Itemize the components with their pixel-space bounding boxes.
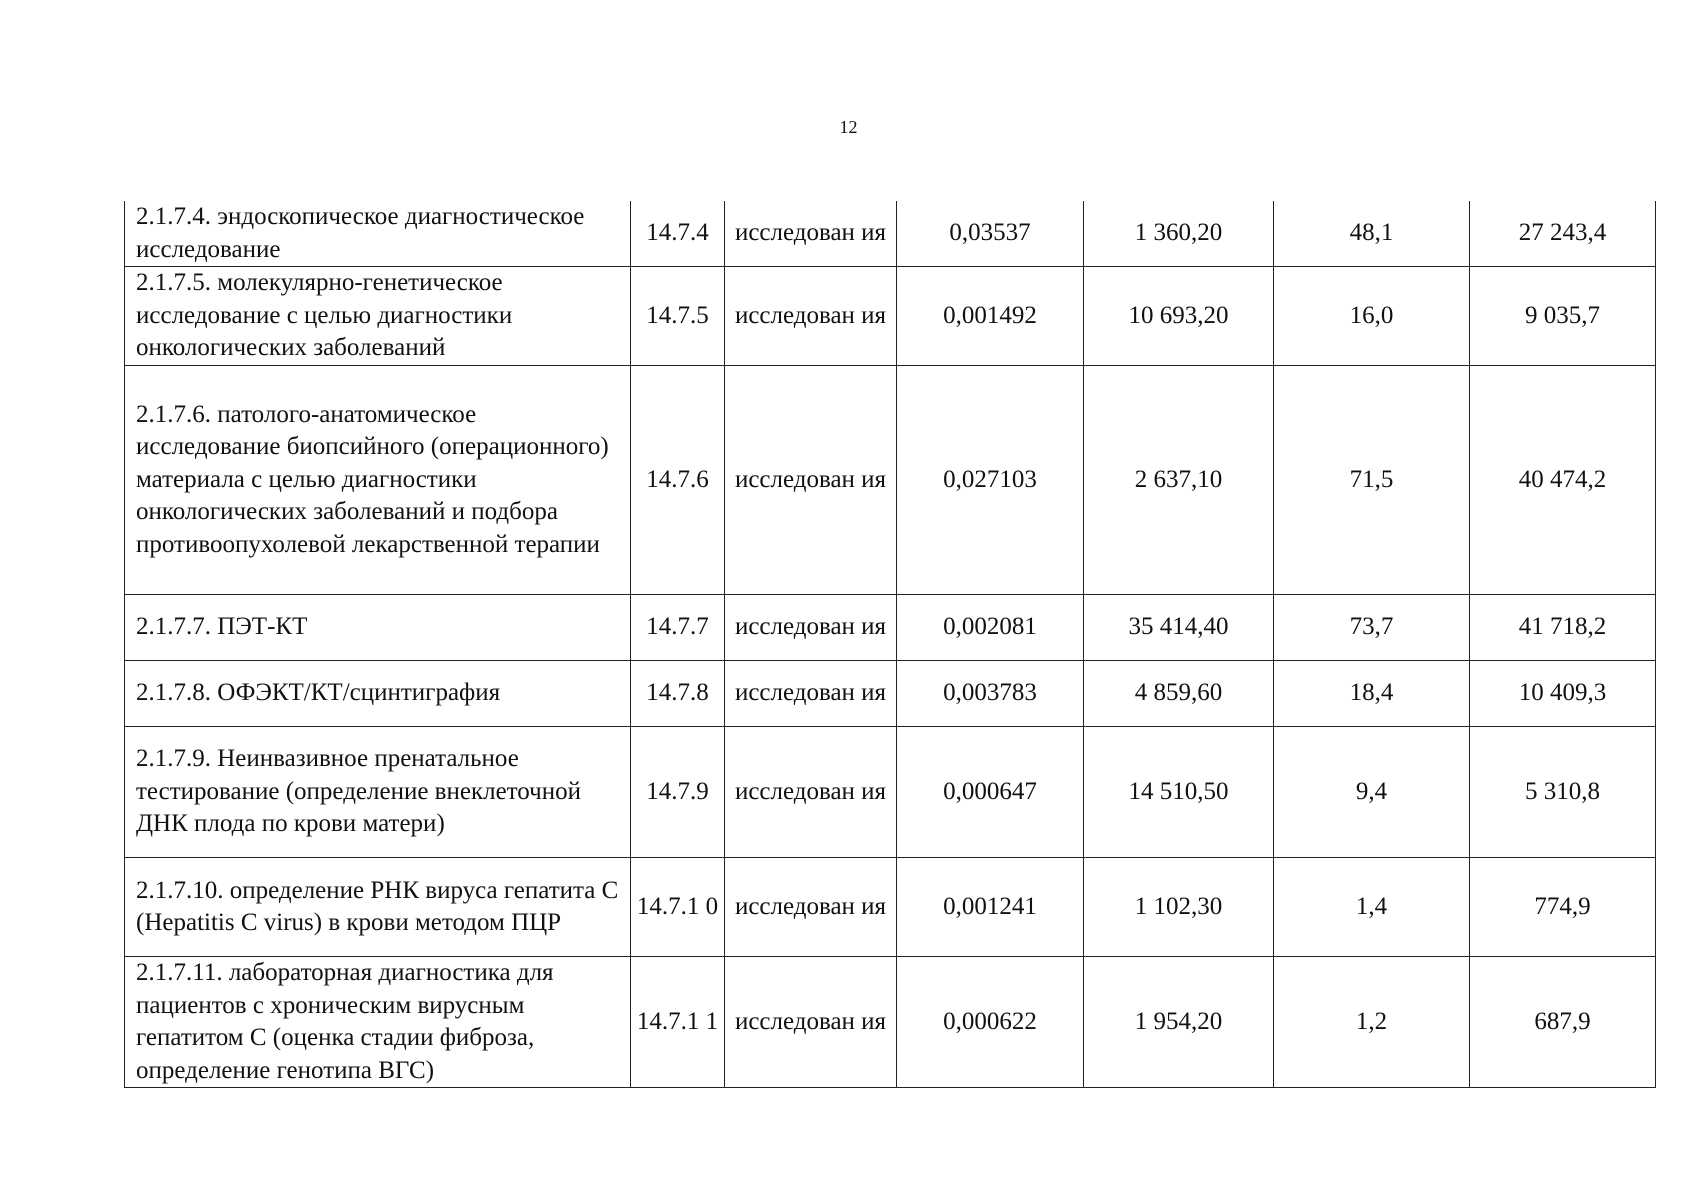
row-name-cell: 2.1.7.4. эндоскопическое диагностическое исследование (125, 201, 631, 267)
table-row (125, 201, 1656, 267)
row-unit-cell: исследован ия (725, 366, 897, 595)
row-code-cell: 14.7.7 (631, 595, 725, 661)
row-total-cell: 774,9 (1470, 858, 1656, 957)
row-cost-cell: 14 510,50 (1084, 727, 1274, 858)
row-rate-cell: 0,03537 (897, 201, 1084, 267)
row-per-capita-cell: 9,4 (1274, 727, 1470, 858)
row-total-cell: 687,9 (1470, 957, 1656, 1088)
row-unit-cell: исследован ия (725, 957, 897, 1088)
row-per-capita-cell: 1,4 (1274, 858, 1470, 957)
row-unit-cell: исследован ия (725, 727, 897, 858)
row-code-cell: 14.7.9 (631, 727, 725, 858)
row-code-cell: 14.7.5 (631, 267, 725, 366)
row-code-cell: 14.7.4 (631, 201, 725, 267)
row-per-capita-cell: 71,5 (1274, 366, 1470, 595)
row-unit-cell: исследован ия (725, 858, 897, 957)
row-cost-cell: 4 859,60 (1084, 661, 1274, 727)
row-cost-cell: 10 693,20 (1084, 267, 1274, 366)
row-code-cell: 14.7.8 (631, 661, 725, 727)
row-code-cell: 14.7.1 1 (631, 957, 725, 1088)
services-table (124, 201, 1656, 1088)
table-row (125, 661, 1656, 727)
row-total-cell: 10 409,3 (1470, 661, 1656, 727)
row-name-cell: 2.1.7.11. лабораторная диагностика для пациентов с хроническим вирусным гепатитом С (оценка стадии фиброза, определение генотипа ВГС) (125, 957, 631, 1088)
row-rate-cell: 0,000622 (897, 957, 1084, 1088)
table-row (125, 727, 1656, 858)
row-cost-cell: 1 360,20 (1084, 201, 1274, 267)
row-unit-cell: исследован ия (725, 201, 897, 267)
row-unit-cell: исследован ия (725, 661, 897, 727)
table-row (125, 595, 1656, 661)
row-rate-cell: 0,000647 (897, 727, 1084, 858)
row-name-cell: 2.1.7.7. ПЭТ-КТ (125, 595, 631, 661)
table-row (125, 957, 1656, 1088)
row-cost-cell: 2 637,10 (1084, 366, 1274, 595)
row-per-capita-cell: 1,2 (1274, 957, 1470, 1088)
row-rate-cell: 0,027103 (897, 366, 1084, 595)
table-row (125, 858, 1656, 957)
row-unit-cell: исследован ия (725, 595, 897, 661)
row-name-cell: 2.1.7.10. определение РНК вируса гепатита С (Hepatitis C virus) в крови методом ПЦР (125, 858, 631, 957)
row-rate-cell: 0,003783 (897, 661, 1084, 727)
table-row (125, 267, 1656, 366)
row-per-capita-cell: 16,0 (1274, 267, 1470, 366)
row-name-cell: 2.1.7.6. патолого-анатомическое исследование биопсийного (операционного) материала с целью диагностики онкологических заболеваний и подбора противоопухолевой лекарственной терапии (125, 366, 631, 595)
row-unit-cell: исследован ия (725, 267, 897, 366)
row-name-cell: 2.1.7.5. молекулярно-генетическое исследование с целью диагностики онкологических заболеваний (125, 267, 631, 366)
row-rate-cell: 0,001241 (897, 858, 1084, 957)
row-total-cell: 40 474,2 (1470, 366, 1656, 595)
row-code-cell: 14.7.6 (631, 366, 725, 595)
table-row (125, 366, 1656, 595)
row-total-cell: 27 243,4 (1470, 201, 1656, 267)
row-name-cell: 2.1.7.9. Неинвазивное пренатальное тестирование (определение внеклеточной ДНК плода по крови матери) (125, 727, 631, 858)
page-number: 12 (839, 117, 858, 137)
row-rate-cell: 0,002081 (897, 595, 1084, 661)
row-total-cell: 41 718,2 (1470, 595, 1656, 661)
row-code-cell: 14.7.1 0 (631, 858, 725, 957)
row-cost-cell: 1 954,20 (1084, 957, 1274, 1088)
row-total-cell: 5 310,8 (1470, 727, 1656, 858)
row-cost-cell: 35 414,40 (1084, 595, 1274, 661)
row-rate-cell: 0,001492 (897, 267, 1084, 366)
row-name-cell: 2.1.7.8. ОФЭКТ/КТ/сцинтиграфия (125, 661, 631, 727)
row-cost-cell: 1 102,30 (1084, 858, 1274, 957)
row-per-capita-cell: 18,4 (1274, 661, 1470, 727)
row-total-cell: 9 035,7 (1470, 267, 1656, 366)
row-per-capita-cell: 48,1 (1274, 201, 1470, 267)
row-per-capita-cell: 73,7 (1274, 595, 1470, 661)
